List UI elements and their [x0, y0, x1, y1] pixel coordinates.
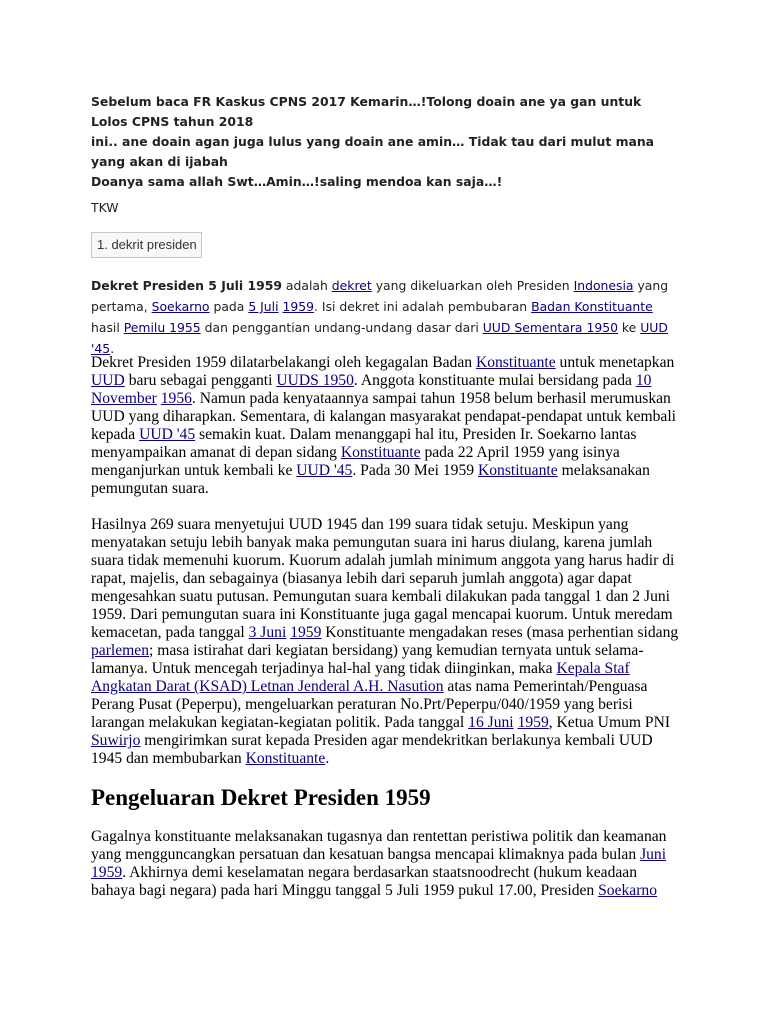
link-uud-45[interactable]: UUD '45	[91, 320, 668, 356]
link-1959[interactable]: 1959	[517, 714, 549, 731]
link-pemilu-1955[interactable]: Pemilu 1955	[123, 320, 201, 335]
link-1956[interactable]: 1956	[160, 390, 192, 407]
text: pada 22 April 1959 yang isinya menganjurkan untuk kembali ke	[91, 444, 620, 479]
intro-line: Doanya sama allah Swt…Amin…!saling mendoa kan saja…!	[91, 174, 503, 189]
text: pada	[209, 299, 249, 314]
text: Konstituante mengadakan reses (masa perhentian sidang	[321, 624, 679, 641]
section-heading: Pengeluaran Dekret Presiden 1959	[91, 785, 431, 810]
link-5-juli[interactable]: 5 Juli	[248, 299, 279, 314]
text: melaksanakan pemungutan suara.	[91, 462, 650, 497]
text: hasil	[91, 320, 124, 335]
paragraph-issuance	[91, 828, 681, 900]
link-suwirjo[interactable]: Suwirjo	[91, 732, 141, 749]
link-parlemen[interactable]: parlemen	[91, 642, 150, 659]
link-uud-45[interactable]: UUD '45	[139, 426, 196, 443]
link-konstituante[interactable]: Konstituante	[475, 354, 556, 371]
link-1959[interactable]: 1959	[290, 624, 322, 641]
text: baru sebagai pengganti	[124, 372, 277, 389]
definition-paragraph	[91, 275, 681, 359]
text: , Ketua Umum PNI	[548, 714, 671, 731]
text: . Anggota konstituante mulai bersidang pada	[353, 372, 636, 389]
paragraph-background	[91, 354, 681, 498]
tkw-label: TKW	[91, 200, 119, 215]
paragraph-voting	[91, 516, 681, 768]
link-konstituante[interactable]: Konstituante	[477, 462, 558, 479]
text: atas nama Pemerintah/Penguasa Perang Pusat (Peperpu), mengeluarkan peraturan No.Prt/Peperpu/040/1959 yang berisi larangan melakukan kegiatan-kegiatan politik. Pada tanggal	[91, 678, 648, 731]
intro-paragraph	[91, 92, 681, 192]
link-3-juni[interactable]: 3 Juni	[248, 624, 287, 641]
text: yang pertama,	[91, 278, 669, 314]
text: Gagalnya konstituante melaksanakan tugasnya dan rentettan peristiwa politik dan keamanan yang mengguncangkan persatuan dan kesatuan bangsa mencapai klimaknya pada bulan	[91, 828, 667, 863]
link-uud[interactable]: UUD	[91, 372, 125, 389]
text: mengirimkan surat kepada Presiden agar mendekritkan berlakunya kembali UUD 1945 dan membubarkan	[91, 732, 653, 767]
text: . Namun pada kenyataannya sampai tahun 1958 belum berhasil merumuskan UUD yang diharapkan. Sementara, di kalangan masyarakat pendapat-pendapat untuk kembali kepada	[91, 390, 676, 443]
link-indonesia[interactable]: Indonesia	[573, 278, 634, 293]
text: . Pada 30 Mei 1959	[352, 462, 478, 479]
intro-line: Sebelum baca FR Kaskus CPNS 2017 Kemarin…!Tolong doain ane ya gan untuk Lolos CPNS tahun 2018	[91, 94, 642, 129]
link-ksad-nasution[interactable]: Kepala Staf Angkatan Darat (KSAD) Letnan Jenderal A.H. Nasution	[91, 660, 630, 695]
tab-dekrit-presiden[interactable]: 1. dekrit presiden	[91, 232, 202, 258]
bold-term: Dekret Presiden 5 Juli 1959	[91, 278, 282, 293]
text: Hasilnya 269 suara menyetujui UUD 1945 dan 199 suara tidak setuju. Meskipun yang menyatakan setuju lebih banyak maka pemungutan suara ini harus diulang, karena jumlah suara tidak memenuhi kuorum. Kuorum adalah jumlah minimum anggota yang harus hadir di rapat, majelis, dan sebagainya (biasanya lebih dari separuh jumlah anggota) agar dapat mengesahkan suatu putusan. Pemungutan suara kembali dilakukan pada tanggal 1 dan 2 Juni 1959. Dari pemungutan suara ini Konstituante juga gagal mencapai kuorum. Untuk meredam kemacetan, pada tanggal	[91, 516, 675, 641]
link-1959[interactable]: 1959	[282, 299, 315, 314]
intro-line: ini.. ane doain agan juga lulus yang doain ane amin… Tidak tau dari mulut mana yang akan di ijabah	[91, 134, 655, 169]
link-10-november[interactable]: 10 November	[91, 372, 652, 407]
text: untuk menetapkan	[555, 354, 675, 371]
text: .	[325, 750, 330, 767]
link-uuds-1950[interactable]: UUDS 1950	[276, 372, 354, 389]
text: . Akhirnya demi keselamatan negara berdasarkan staatsnoodrecht (hukum keadaan bahaya bagi negara) pada hari Minggu tanggal 5 Juli 1959 pukul 17.00, Presiden	[91, 864, 638, 899]
link-uud-sementara-1950[interactable]: UUD Sementara 1950	[482, 320, 618, 335]
text: ; masa istirahat dari kegiatan bersidang) yang kemudian ternyata untuk selama-lamanya. Untuk mencegah terjadinya hal-hal yang tidak diinginkan, maka	[91, 642, 644, 677]
link-konstituante[interactable]: Konstituante	[340, 444, 421, 461]
link-soekarno[interactable]: Soekarno	[598, 882, 658, 899]
link-16-juni[interactable]: 16 Juni	[468, 714, 514, 731]
text: semakin kuat. Dalam menanggapi hal itu, Presiden Ir. Soekarno lantas menyampaikan amanat di depan sidang	[91, 426, 637, 461]
text: adalah	[281, 278, 332, 293]
link-juni-1959[interactable]: Juni 1959	[91, 846, 667, 881]
link-dekret[interactable]: dekret	[331, 278, 372, 293]
text: Dekret Presiden 1959 dilatarbelakangi oleh kegagalan Badan	[91, 354, 476, 371]
text: . Isi dekret ini adalah pembubaran	[314, 299, 532, 314]
text: .	[110, 341, 115, 356]
text: ke	[617, 320, 641, 335]
link-uud-45[interactable]: UUD '45	[296, 462, 353, 479]
text: dan penggantian undang-undang dasar dari	[200, 320, 483, 335]
text: yang dikeluarkan oleh Presiden	[371, 278, 574, 293]
link-soekarno[interactable]: Soekarno	[151, 299, 210, 314]
link-badan-konstituante[interactable]: Badan Konstituante	[531, 299, 653, 314]
link-konstituante[interactable]: Konstituante	[245, 750, 326, 767]
